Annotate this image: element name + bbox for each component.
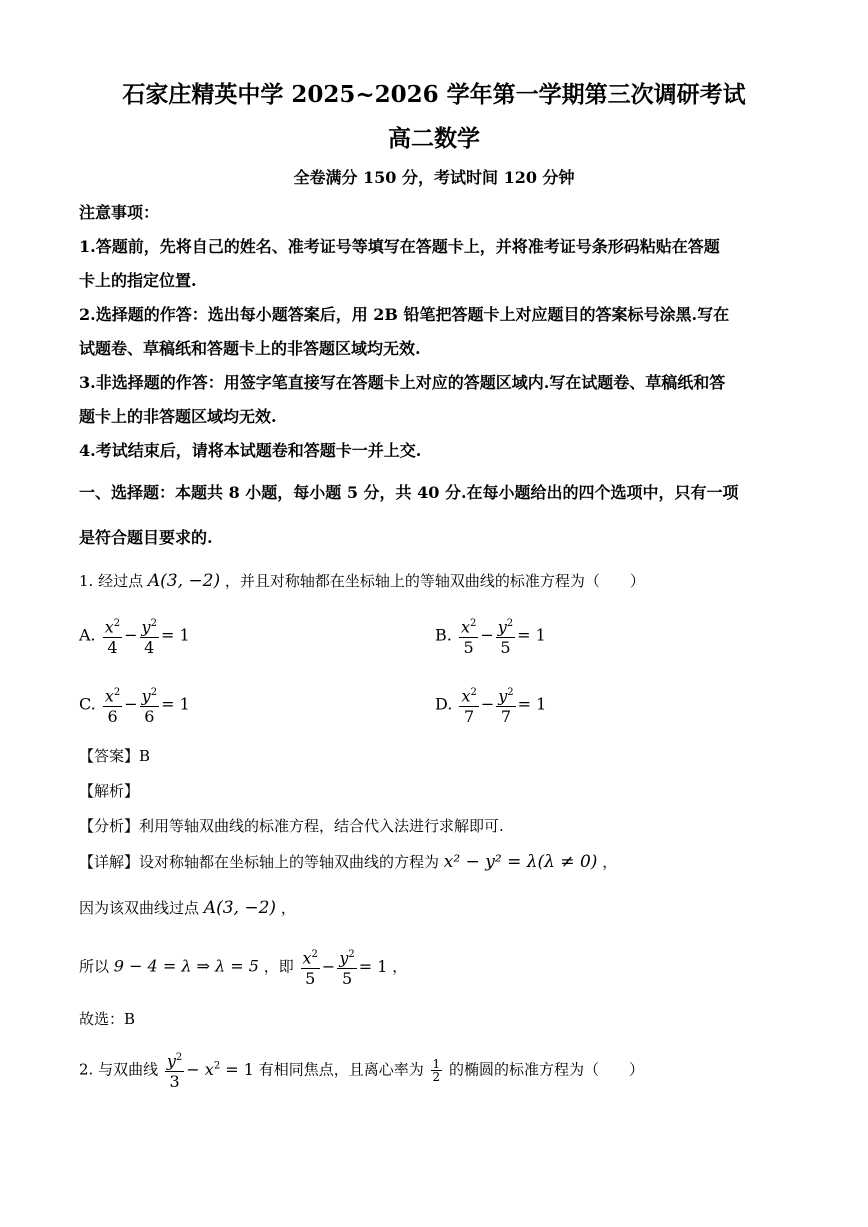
since-suffix: ， (280, 899, 296, 917)
since-prefix: 因为该双曲线过点 (79, 899, 200, 917)
exam-title: 石家庄精英中学 2025~2026 学年第一学期第三次调研考试 (122, 81, 746, 108)
so-suffix: ， (392, 957, 408, 976)
note-1-line-2: 卡上的指定位置. (79, 271, 197, 290)
answer: 【答案】B (79, 747, 151, 765)
subject-title: 高二数学 (388, 125, 480, 152)
question-2-prefix: 2. 与双曲线 (79, 1060, 159, 1079)
option-d[interactable]: D. $\frac{x^2}{7}$ − $\frac{y^2}{7}$ = 1 (435, 683, 546, 727)
option-b[interactable]: B. $\frac{x^2}{5}$ − $\frac{y^2}{5}$ = 1 (435, 614, 546, 658)
question-1-prefix: 1. 经过点 (79, 572, 144, 590)
option-c-label: C. (79, 694, 96, 714)
detail-suffix: ， (602, 853, 618, 871)
analysis-heading: 【解析】 (79, 782, 140, 800)
note-1-line-1: 1.答题前，先将自己的姓名、准考证号等填写在答题卡上，并将准考证号条形码粘贴在答题 (79, 237, 720, 256)
option-c[interactable]: C. $\frac{x^2}{6}$ − $\frac{y^2}{6}$ = 1 (79, 683, 190, 727)
option-c-den-1: 6 (107, 707, 118, 727)
question-1-stem (79, 570, 645, 591)
so-prefix: 所以 (79, 957, 110, 976)
question-2-suffix: 的椭圆的标准方程为（ ） (448, 1060, 644, 1079)
since-line (79, 897, 296, 918)
option-a-den-2: 4 (144, 638, 155, 658)
so-line (79, 945, 407, 989)
detail-line (79, 851, 617, 872)
note-4: 4.考试结束后，请将本试题卷和答题卡一并上交. (79, 441, 422, 460)
so-equation: 9 − 4 = λ ⇒ λ = 5 (113, 956, 259, 976)
section-1-line-1: 一、选择题：本题共 8 小题，每小题 5 分，共 40 分.在每小题给出的四个选项中，只有一项 (79, 483, 739, 502)
exam-info: 全卷满分 150 分，考试时间 120 分钟 (293, 168, 575, 187)
so-mid: ，即 (263, 957, 294, 976)
option-d-den-1: 7 (464, 707, 475, 727)
question-2-stem (79, 1048, 644, 1092)
since-point: A(3, −2) (203, 898, 277, 918)
question-2-hyperbola: $\frac{y^2}{3}$ − $x^2 = 1$ (163, 1060, 254, 1079)
note-2-line-2: 试题卷、草稿纸和答题卡上的非答题区域均无效. (79, 339, 421, 358)
question-2-eccentricity: $\frac{1}{2}$ (432, 1057, 441, 1085)
choose-line: 故选：B (79, 1010, 136, 1028)
note-3-line-2: 题卡上的非答题区域均无效. (79, 407, 277, 426)
section-1-line-2: 是符合题目要求的. (79, 528, 213, 547)
detail-equation: x² − y² = λ(λ ≠ 0) (443, 852, 598, 872)
so-result: $\frac{x^2}{5}$ − $\frac{y^2}{5}$ = 1 (299, 957, 388, 976)
option-d-den-2: 7 (500, 707, 512, 727)
detail-prefix: 【详解】设对称轴都在坐标轴上的等轴双曲线的方程为 (79, 853, 440, 871)
note-2-line-1: 2.选择题的作答：选出每小题答案后，用 2B 铅笔把答题卡上对应题目的答案标号涂黑.写在 (79, 305, 730, 324)
analysis-summary: 【分析】利用等轴双曲线的标准方程，结合代入法进行求解即可. (79, 817, 504, 835)
option-a-label: A. (79, 625, 96, 645)
option-a-den-1: 4 (107, 638, 118, 658)
option-d-label: D. (435, 694, 453, 714)
note-3-line-1: 3.非选择题的作答：用签字笔直接写在答题卡上对应的答题区域内.写在试题卷、草稿纸和答 (79, 373, 726, 392)
notes-heading: 注意事项： (79, 203, 160, 222)
question-1-suffix: ，并且对称轴都在坐标轴上的等轴双曲线的标准方程为（ ） (224, 572, 645, 590)
option-b-den-2: 5 (500, 638, 511, 658)
option-b-label: B. (435, 625, 452, 645)
option-b-den-1: 5 (463, 638, 474, 658)
question-2-mid: 有相同焦点，且离心率为 (258, 1060, 424, 1079)
question-1-point: A(3, −2) (147, 571, 221, 591)
option-a[interactable]: A. $\frac{x^2}{4}$ − $\frac{y^2}{4}$ = 1 (79, 614, 190, 658)
option-c-den-2: 6 (144, 707, 155, 727)
